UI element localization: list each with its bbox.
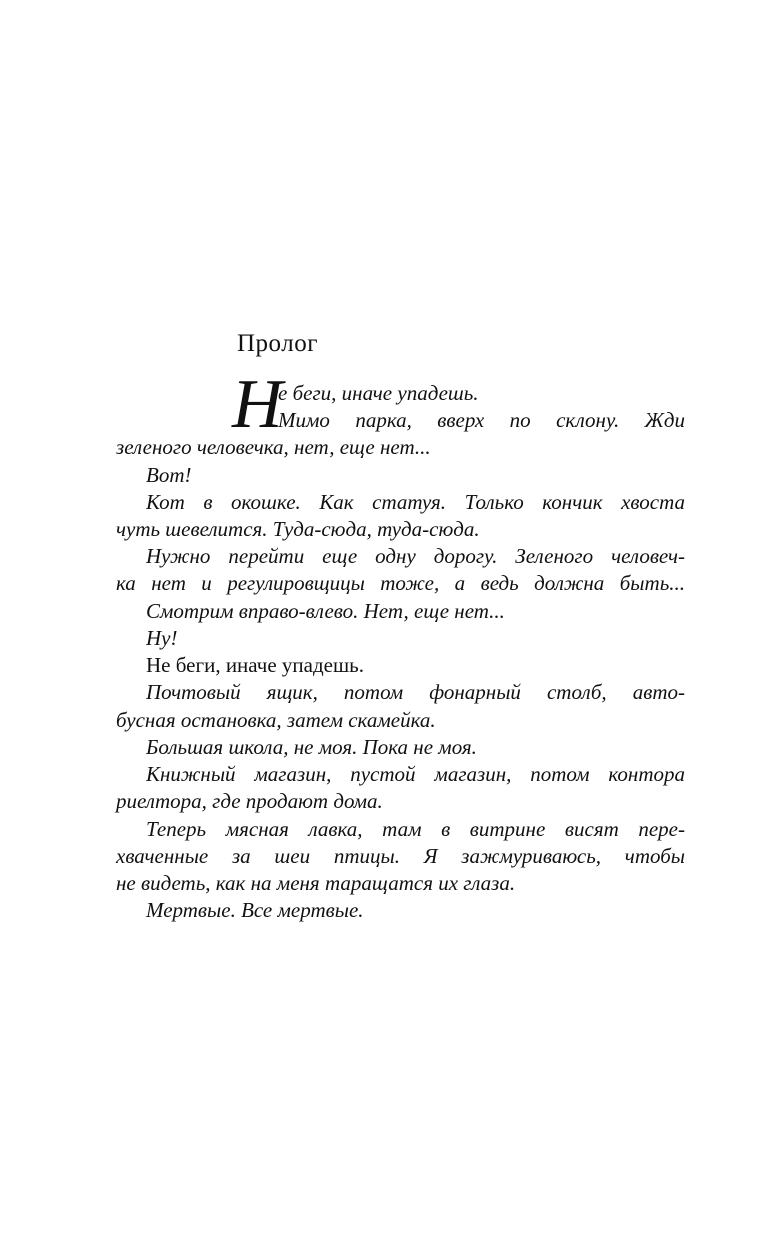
text-line: Вот! [146, 463, 192, 487]
text-line: Не беги, иначе упадешь. [146, 653, 364, 677]
text-line: риелтора, где продают дома. [116, 789, 383, 813]
text-line: Смотрим вправо-влево. Нет, еще нет... [146, 599, 505, 623]
text-line: бусная остановка, затем скамейка. [116, 708, 436, 732]
text-line: Кот в окошке. Как статуя. Только кончик хвоста [146, 490, 685, 514]
text-line: не видеть, как на меня таращатся их глаза. [116, 871, 516, 895]
text-line: е беги, иначе упадешь. [278, 381, 479, 405]
text-line: зеленого человечка, нет, еще нет... [116, 435, 431, 459]
text-line: ка нет и регулировщицы тоже, а ведь должна быть... [116, 571, 685, 595]
text-line: Почтовый ящик, потом фонарный столб, авто- [146, 680, 685, 704]
text-line: Большая школа, не моя. Пока не моя. [146, 735, 477, 759]
drop-cap-letter: Н [232, 366, 283, 443]
text-line: чуть шевелится. Туда-сюда, туда-сюда. [116, 517, 480, 541]
text-line: Нужно перейти еще одну дорогу. Зеленого человеч- [146, 544, 685, 568]
chapter-title: Пролог [237, 330, 318, 357]
text-line: Ну! [146, 626, 178, 650]
text-line: Книжный магазин, пустой магазин, потом контора [146, 762, 685, 786]
text-line: Теперь мясная лавка, там в витрине висят пере- [146, 817, 685, 841]
text-line: Мертвые. Все мертвые. [146, 898, 364, 922]
text-line: хваченные за шеи птицы. Я зажмуриваюсь, чтобы [116, 844, 685, 868]
text-line: Мимо парка, вверх по склону. Жди [278, 408, 685, 432]
